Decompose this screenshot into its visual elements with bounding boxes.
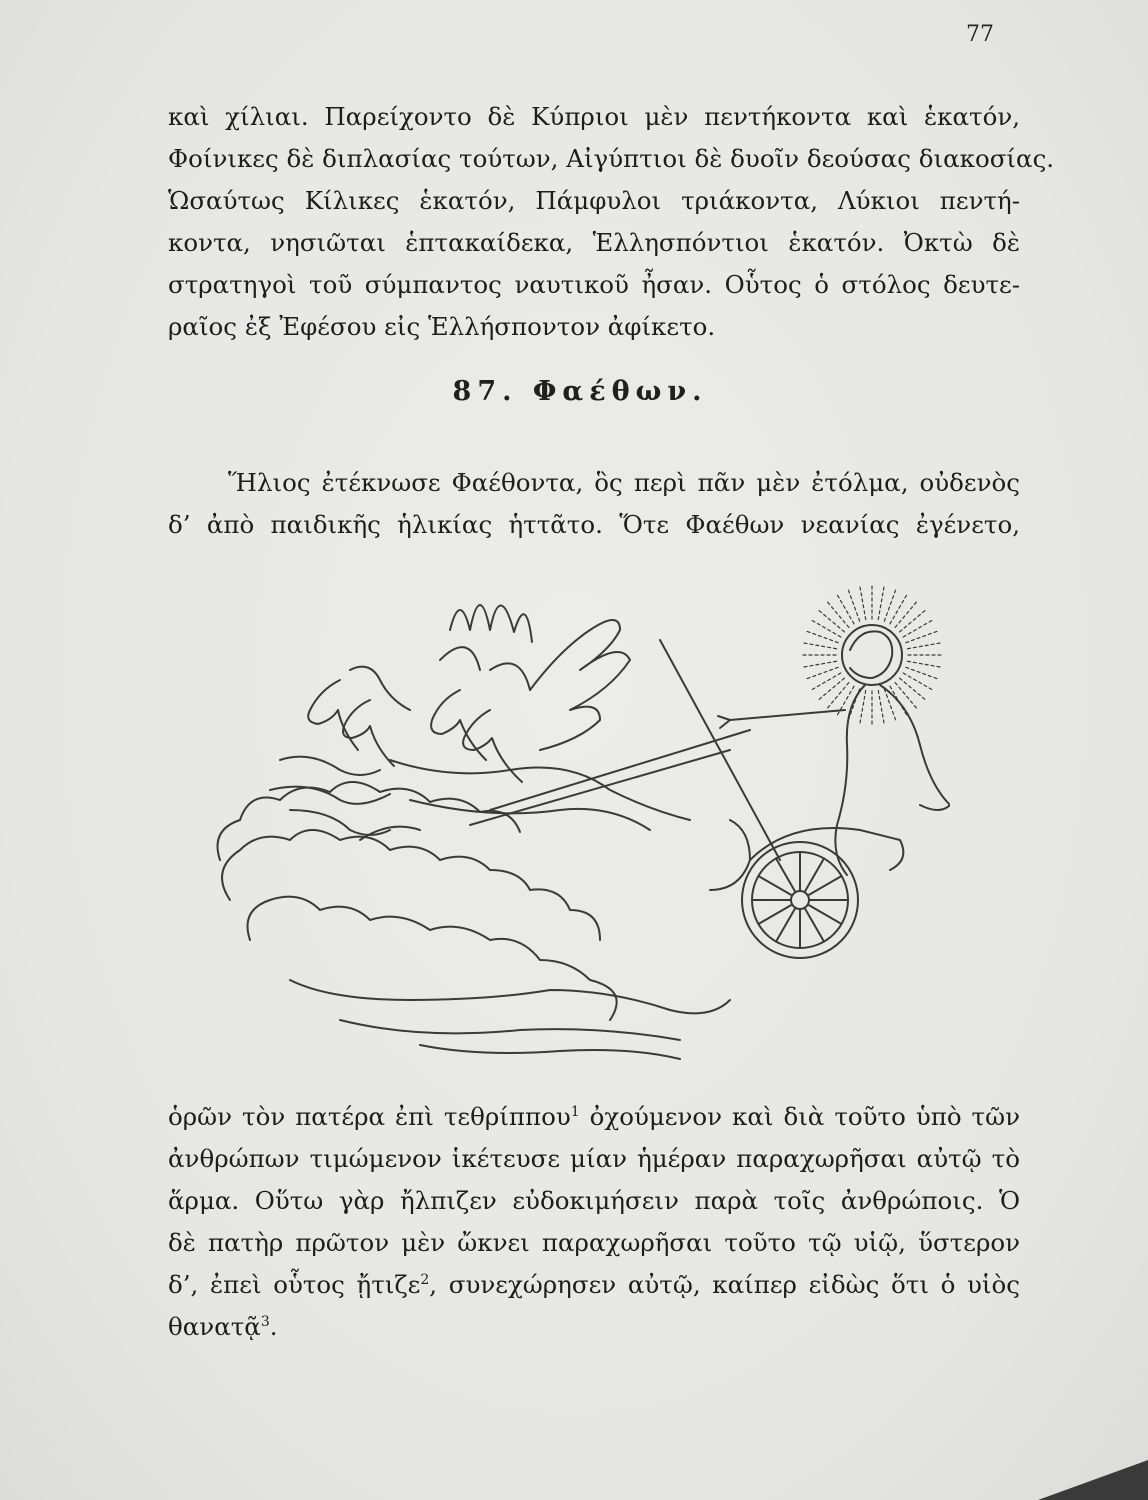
- text-line: κοντα, νησιῶται ἑπτακαίδεκα, Ἑλλησπόντιοι ἑκατόν. Ὀκτὼ δὲ: [168, 228, 1020, 257]
- text-line: δὲ πατὴρ πρῶτον μὲν ὤκνει παραχωρῆσαι τοῦτο τῷ υἱῷ, ὕστερον: [168, 1228, 1020, 1257]
- text-line: δ’ ἀπὸ παιδικῆς ἡλικίας ἡττᾶτο. Ὅτε Φαέθων νεανίας ἐγένετο,: [168, 510, 1020, 539]
- footnote-marker: 1: [570, 1103, 580, 1120]
- text-line: δ’, ἐπεὶ οὗτος ᾔτιζε$^2$, συνεχώρησεν αὐτῷ, καίπερ εἰδὼς ὅτι ὁ υἱὸς: [168, 1270, 1021, 1299]
- text-line: Φοίνικες δὲ διπλασίας τούτων, Αἰγύπτιοι δὲ δυοῖν δεούσας διακοσίας.: [168, 144, 1055, 173]
- text-line: θανατᾷ$^3$.: [168, 1312, 278, 1341]
- text-line: καὶ χίλιαι. Παρείχοντο δὲ Κύπριοι μὲν πεντήκοντα καὶ ἑκατόν,: [168, 102, 1020, 131]
- helios-chariot-icon: [190, 560, 950, 1080]
- text-line: ὁρῶν τὸν πατέρα ἐπὶ τεθρίππου$^1$ ὀχούμενον καὶ διὰ τοῦτο ὑπὸ τῶν: [168, 1102, 1020, 1131]
- text-line: ἅρμα. Οὕτω γὰρ ἤλπιζεν εὐδοκιμήσειν παρὰ τοῖς ἀνθρώποις. Ὁ: [168, 1186, 1020, 1215]
- footnote-marker: 2: [420, 1271, 430, 1288]
- text-line: Ὡσαύτως Κίλικες ἑκατόν, Πάμφυλοι τριάκοντα, Λύκιοι πεντή-: [168, 186, 1020, 215]
- page-corner-shadow: [1038, 1460, 1148, 1500]
- text-line: ραῖος ἐξ Ἐφέσου εἰς Ἑλλήσποντον ἀφίκετο.: [168, 312, 716, 341]
- helios-chariot-illustration: [190, 560, 950, 1080]
- paragraph-bottom: [168, 1096, 1020, 1348]
- footnote-marker: 3: [260, 1313, 270, 1330]
- text-line: Ἥλιος ἐτέκνωσε Φαέθοντα, ὃς περὶ πᾶν μὲν ἐτόλμα, οὐδενὸς: [228, 468, 1020, 497]
- section-heading: 87. Φαέθων.: [452, 376, 708, 407]
- page-number: 77: [966, 22, 994, 47]
- text-line: ἀνθρώπων τιμώμενον ἱκέτευσε μίαν ἡμέραν παραχωρῆσαι αὐτῷ τὸ: [168, 1144, 1020, 1173]
- paragraph-top: [168, 96, 1055, 348]
- text-line: στρατηγοὶ τοῦ σύμπαντος ναυτικοῦ ἦσαν. Οὗτος ὁ στόλος δευτε-: [168, 270, 1020, 299]
- paragraph-mid: [168, 462, 1020, 546]
